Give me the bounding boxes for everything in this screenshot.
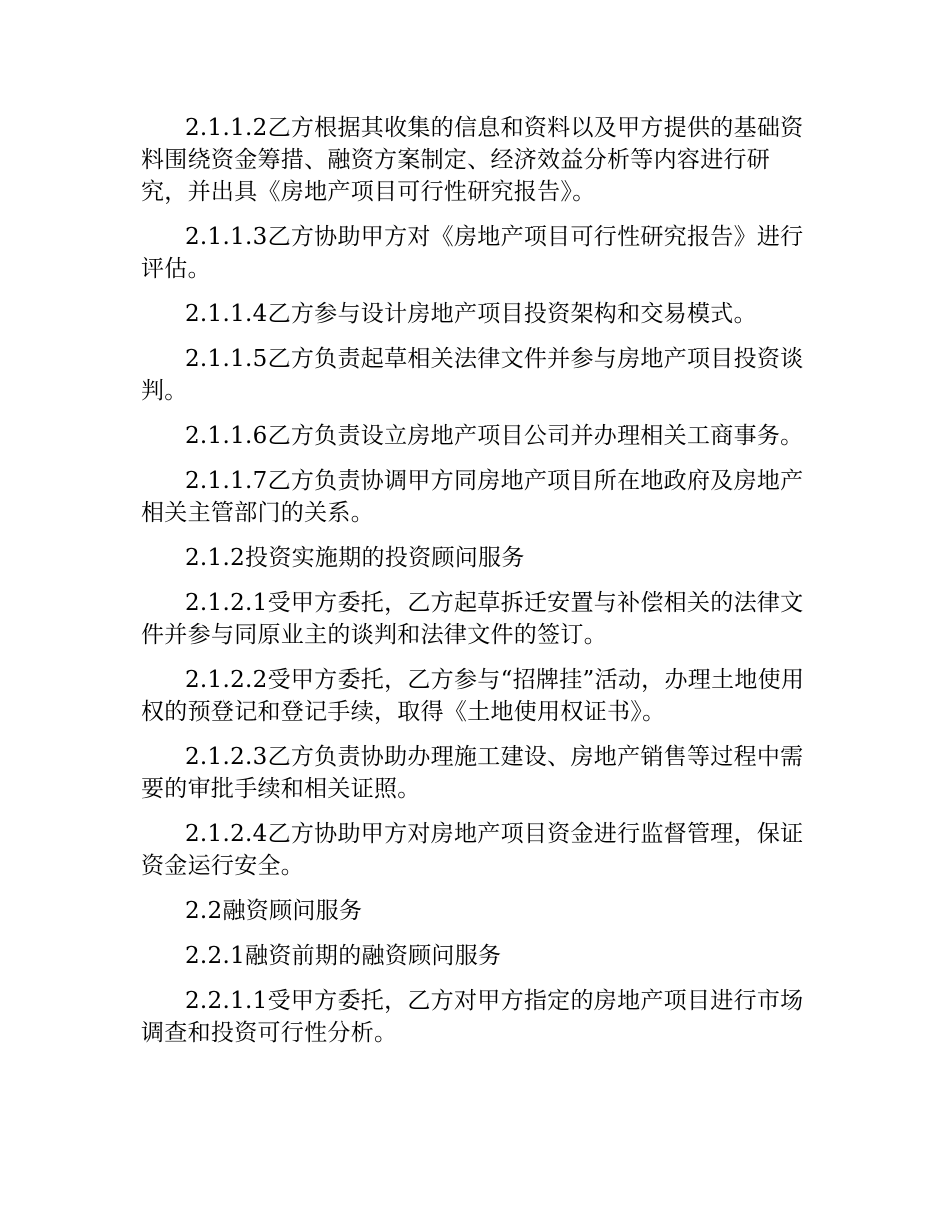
paragraph-2-1-2-2: 2.1.2.2受甲方委托，乙方参与“招牌挂”活动，办理土地使用权的预登记和登记手续，取得《土地使用权证书》。 bbox=[141, 667, 805, 725]
paragraph-2-1-1-4: 2.1.1.4乙方参与设计房地产项目投资架构和交易模式。 bbox=[185, 301, 757, 327]
paragraph-2-1-2-1: 2.1.2.1受甲方委托，乙方起草拆迁安置与补偿相关的法律文件并参与同原业主的谈判和法律文件的签订。 bbox=[141, 590, 804, 648]
paragraph-2-1-1-5: 2.1.1.5乙方负责起草相关法律文件并参与房地产项目投资谈判。 bbox=[141, 346, 804, 404]
heading-2-1-2: 2.1.2投资实施期的投资顾问服务 bbox=[185, 545, 525, 571]
paragraph-2-1-2-4: 2.1.2.4乙方协助甲方对房地产项目资金进行监督管理，保证资金运行安全。 bbox=[141, 821, 804, 879]
heading-2-2: 2.2融资顾问服务 bbox=[185, 898, 363, 924]
paragraph-2-1-2-3: 2.1.2.3乙方负责协助办理施工建设、房地产销售等过程中需要的审批手续和相关证照。 bbox=[141, 744, 804, 802]
paragraph-2-1-1-7: 2.1.1.7乙方负责协调甲方同房地产项目所在地政府及房地产相关主管部门的关系。 bbox=[141, 468, 804, 526]
paragraph-2-1-1-3: 2.1.1.3乙方协助甲方对《房地产项目可行性研究报告》进行评估。 bbox=[141, 224, 804, 282]
paragraph-2-2-1-1: 2.2.1.1受甲方委托，乙方对甲方指定的房地产项目进行市场调查和投资可行性分析。 bbox=[141, 988, 804, 1046]
paragraph-2-1-1-6: 2.1.1.6乙方负责设立房地产项目公司并办理相关工商事务。 bbox=[185, 423, 804, 449]
heading-2-2-1: 2.2.1融资前期的融资顾问服务 bbox=[185, 943, 502, 969]
document-page bbox=[141, 112, 811, 1062]
paragraph-2-1-1-2: 2.1.1.2乙方根据其收集的信息和资料以及甲方提供的基础资料围绕资金筹措、融资方案制定、经济效益分析等内容进行研究，并出具《房地产项目可行性研究报告》。 bbox=[141, 115, 804, 205]
